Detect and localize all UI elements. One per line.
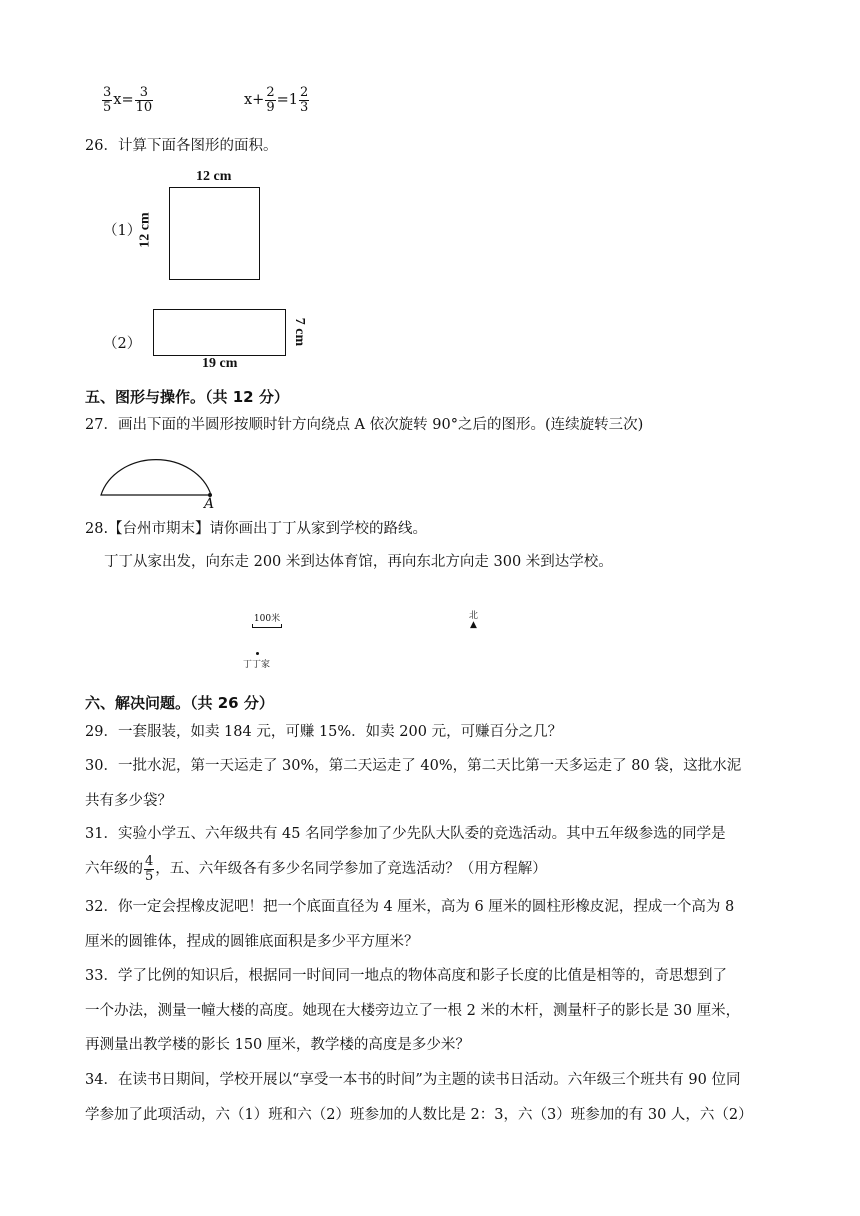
home-point-icon [256,652,259,655]
semicircle-figure [96,440,221,512]
north-arrow-icon: ▲ [470,620,477,630]
home-label: 丁丁家 [243,660,271,670]
figure-2-label: （2） [103,336,142,352]
figure-1-top-label: 12 cm [196,169,232,184]
equation-1: $\frac{3}{5}$ x= $\frac{3}{10}$ [103,85,153,115]
figure-1-side-label: 12 cm [137,212,153,248]
question-28: 28.【台州市期末】请你画出丁丁从家到学校的路线。 [85,521,428,537]
fraction: $\frac{4}{5}$ [145,854,154,884]
question-31-line-1: 31．实验小学五、六年级共有 45 名同学参加了少先队大队委的竞选活动。其中五年级参选的同学是 [85,826,726,842]
north-indicator: 北 ▲ [469,611,479,630]
section-6-title: 六、解决问题。（共 26 分） [85,694,274,712]
scale-bar [252,624,282,628]
figure-2-bottom-label: 19 cm [202,356,238,371]
square-figure [169,187,260,280]
question-26: 26．计算下面各图形的面积。 [85,138,278,154]
scale-label: 100米 [252,611,282,628]
question-31-line-2: 六年级的 $\frac{4}{5}$ ，五、六年级各有多少名同学参加了竞选活动？（用方程解） [85,854,547,884]
equation-2: x+ $\frac{2}{9}$ =1 $\frac{2}{3}$ [244,85,309,115]
question-28-description: 丁丁从家出发，向东走 200 米到达体育馆，再向东北方向走 300 米到达学校。 [104,554,613,570]
question-33-line-1: 33．学了比例的知识后，根据同一时间同一地点的物体高度和影子长度的比值是相等的，奇思想到了 [85,968,727,984]
question-32-line-1: 32．你一定会捏橡皮泥吧！把一个底面直径为 4 厘米，高为 6 厘米的圆柱形橡皮泥，捏成一个高为 8 [85,899,735,915]
section-5-title: 五、图形与操作。（共 12 分） [85,388,289,406]
question-27: 27．画出下面的半圆形按顺时针方向绕点 A 依次旋转 90°之后的图形。(连续旋转三次) [85,417,644,433]
question-30-line-1: 30．一批水泥，第一天运走了 30%，第二天运走了 40%，第二天比第一天多运走了 80 袋，这批水泥 [85,758,742,774]
question-33-line-3: 再测量出教学楼的影长 150 厘米，教学楼的高度是多少米？ [85,1037,470,1053]
figure-2-side-label: 7 cm [292,317,308,347]
question-29: 29．一套服装，如卖 184 元，可赚 15%．如卖 200 元，可赚百分之几？ [85,724,563,740]
question-33-line-2: 一个办法，测量一幢大楼的高度。她现在大楼旁边立了一根 2 米的木杆，测量杆子的影长是 30 厘米， [85,1003,741,1019]
question-34-line-2: 学参加了此项活动，六（1）班和六（2）班参加的人数比是 2：3，六（3）班参加的有 30 人，六（2） [85,1107,753,1123]
fraction: $\frac{3}{5}$ [103,85,112,115]
fraction: $\frac{3}{10}$ [135,85,153,115]
question-32-line-2: 厘米的圆锥体，捏成的圆锥底面积是多少平方厘米？ [85,934,419,950]
question-30-line-2: 共有多少袋？ [85,793,172,809]
rectangle-figure [153,309,286,356]
figure-1-label: （1） [103,223,142,239]
question-34-line-1: 34．在读书日期间，学校开展以“享受一本书的时间”为主题的读书日活动。六年级三个班共有 90 位同 [85,1072,741,1088]
point-a-label: A [204,496,215,512]
fraction: $\frac{2}{9}$ [266,85,275,115]
fraction: $\frac{2}{3}$ [299,85,309,115]
